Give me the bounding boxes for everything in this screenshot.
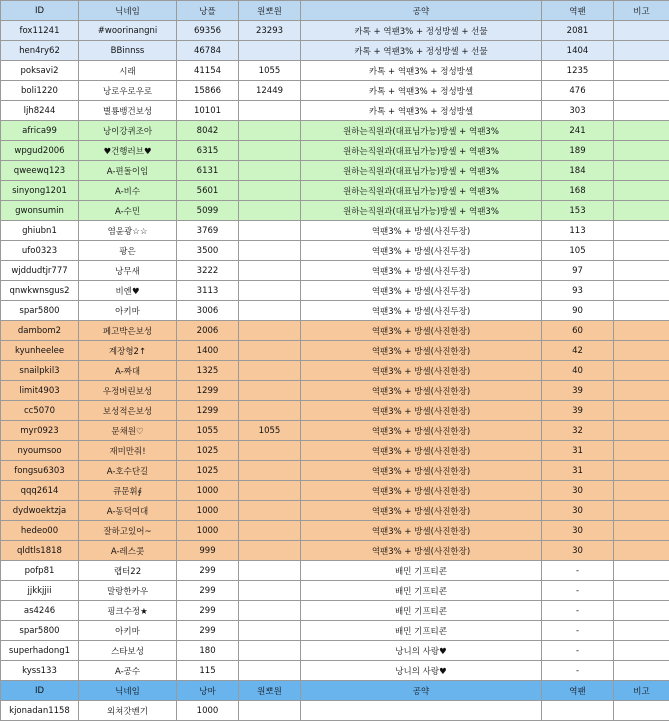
nickname-cell: A-레스콧 (79, 541, 177, 561)
pledge-cell: 카톡 + 역팬3% + 정성방셀 (301, 101, 542, 121)
nickname-cell: 잘하고있어~ (79, 521, 177, 541)
count-cell: 299 (177, 581, 239, 601)
count-cell: 41154 (177, 61, 239, 81)
table-row (1, 181, 669, 201)
id-cell: limit4903 (1, 381, 79, 401)
note-cell (614, 461, 669, 481)
week-cell: 1055 (239, 421, 301, 441)
week-cell (239, 341, 301, 361)
note-cell (614, 301, 669, 321)
count-cell: 3006 (177, 301, 239, 321)
table-row (1, 661, 669, 681)
table-row (1, 621, 669, 641)
nickname-cell: 문채원♡ (79, 421, 177, 441)
pledge-cell: 역팬3% + 방셀(사진한장) (301, 341, 542, 361)
id-cell: snailpkil3 (1, 361, 79, 381)
header-count: 낭플 (177, 1, 239, 21)
nickname-cell: A-공수 (79, 661, 177, 681)
note-cell (614, 241, 669, 261)
table-row (1, 481, 669, 501)
pledge-cell: 역팬3% + 방셀(사진한장) (301, 441, 542, 461)
fan-cell: 31 (542, 461, 614, 481)
count-cell: 299 (177, 561, 239, 581)
id-cell: hen4ry62 (1, 41, 79, 61)
table-row (1, 561, 669, 581)
week-cell: 1055 (239, 61, 301, 81)
week-cell (239, 181, 301, 201)
note-cell (614, 421, 669, 441)
table-row (1, 521, 669, 541)
note-cell (614, 141, 669, 161)
nickname-cell: 별룡뱅건보성 (79, 101, 177, 121)
note-cell (614, 161, 669, 181)
pledge-cell (301, 701, 542, 721)
week-cell (239, 561, 301, 581)
note-cell (614, 641, 669, 661)
week-cell (239, 401, 301, 421)
fan-cell: 241 (542, 121, 614, 141)
fan-cell: 93 (542, 281, 614, 301)
pledge-cell: 카톡 + 역팬3% + 정성방셀 (301, 61, 542, 81)
week-cell (239, 141, 301, 161)
id-cell: qqq2614 (1, 481, 79, 501)
id-cell: fongsu6303 (1, 461, 79, 481)
count-cell: 3222 (177, 261, 239, 281)
id-cell: qnwkwnsgus2 (1, 281, 79, 301)
week-cell (239, 241, 301, 261)
note-cell (614, 341, 669, 361)
nickname-cell: A-동덕여대 (79, 501, 177, 521)
note-cell (614, 321, 669, 341)
pledge-cell: 낭니의 사랑♥ (301, 661, 542, 681)
week-cell (239, 601, 301, 621)
week-cell (239, 201, 301, 221)
note-cell (614, 601, 669, 621)
fan-cell: - (542, 581, 614, 601)
count-cell: 10101 (177, 101, 239, 121)
id-cell: wpgud2006 (1, 141, 79, 161)
count-cell: 999 (177, 541, 239, 561)
header2-id: ID (1, 681, 79, 701)
count-cell: 69356 (177, 21, 239, 41)
pledge-cell: 역팬3% + 방셀(사진한장) (301, 501, 542, 521)
nickname-cell: 염윤광☆☆ (79, 221, 177, 241)
fan-cell: 30 (542, 521, 614, 541)
id-cell: spar5800 (1, 301, 79, 321)
note-cell (614, 201, 669, 221)
fan-cell: 39 (542, 401, 614, 421)
nickname-cell: A-편돌이임 (79, 161, 177, 181)
table-row (1, 421, 669, 441)
id-cell: superhadong1 (1, 641, 79, 661)
nickname-cell: 낭이강퀴조아 (79, 121, 177, 141)
id-cell: kyss133 (1, 661, 79, 681)
id-cell: pofp81 (1, 561, 79, 581)
nickname-cell: 외쳐갓벤기 (79, 701, 177, 721)
pledge-cell: 원하는직원과(대표님가능)방셀 + 역팬3% (301, 201, 542, 221)
count-cell: 5099 (177, 201, 239, 221)
note-cell (614, 281, 669, 301)
week-cell (239, 101, 301, 121)
count-cell: 180 (177, 641, 239, 661)
fan-cell: 184 (542, 161, 614, 181)
pledge-cell: 원하는직원과(대표님가능)방셀 + 역팬3% (301, 181, 542, 201)
note-cell (614, 61, 669, 81)
week-cell (239, 461, 301, 481)
id-cell: dambom2 (1, 321, 79, 341)
nickname-cell: 아키마 (79, 301, 177, 321)
header-note: 비고 (614, 1, 669, 21)
week-cell: 23293 (239, 21, 301, 41)
nickname-cell: #woorinangni (79, 21, 177, 41)
id-cell: ljh8244 (1, 101, 79, 121)
header2-pledge: 공약 (301, 681, 542, 701)
note-cell (614, 661, 669, 681)
pledge-cell: 역팬3% + 방셀(사진한장) (301, 321, 542, 341)
nickname-cell: 낭무새 (79, 261, 177, 281)
pledge-cell: 배민 기프티콘 (301, 621, 542, 641)
table-row (1, 241, 669, 261)
week-cell (239, 621, 301, 641)
header2-nick: 닉네임 (79, 681, 177, 701)
fan-cell: 30 (542, 501, 614, 521)
week-cell (239, 441, 301, 461)
table-row (1, 361, 669, 381)
table-row (1, 381, 669, 401)
header2-week: 원뽀원 (239, 681, 301, 701)
note-cell (614, 441, 669, 461)
nickname-cell: 페고박은보성 (79, 321, 177, 341)
pledge-cell: 배민 기프티콘 (301, 581, 542, 601)
pledge-cell: 역팬3% + 방셀(사진한장) (301, 401, 542, 421)
week-cell (239, 261, 301, 281)
table-row (1, 41, 669, 61)
id-cell: qldtls1818 (1, 541, 79, 561)
fan-cell: - (542, 601, 614, 621)
pledge-cell: 원하는직원과(대표님가능)방셀 + 역팬3% (301, 141, 542, 161)
pledge-cell: 역팬3% + 방셀(사진한장) (301, 421, 542, 441)
note-cell (614, 41, 669, 61)
note-cell (614, 541, 669, 561)
id-cell: ufo0323 (1, 241, 79, 261)
header-row (1, 1, 669, 21)
table-row (1, 261, 669, 281)
week-cell (239, 661, 301, 681)
fan-cell: - (542, 561, 614, 581)
id-cell: nyoumsoo (1, 441, 79, 461)
week-cell (239, 41, 301, 61)
week-cell (239, 281, 301, 301)
nickname-cell: 말랑한카우 (79, 581, 177, 601)
fan-cell: - (542, 661, 614, 681)
nickname-cell: 스타보성 (79, 641, 177, 661)
pledge-cell: 역팬3% + 방셀(사진한장) (301, 461, 542, 481)
count-cell: 1299 (177, 401, 239, 421)
pledge-cell: 배민 기프티콘 (301, 561, 542, 581)
count-cell: 299 (177, 621, 239, 641)
nickname-cell: A-호수단길 (79, 461, 177, 481)
table-row (1, 121, 669, 141)
note-cell (614, 521, 669, 541)
pledge-cell: 배민 기프티콘 (301, 601, 542, 621)
note-cell (614, 81, 669, 101)
fan-cell: 2081 (542, 21, 614, 41)
count-cell: 115 (177, 661, 239, 681)
table-row (1, 321, 669, 341)
table-row (1, 701, 669, 721)
table-row (1, 201, 669, 221)
week-cell (239, 581, 301, 601)
table-row (1, 301, 669, 321)
pledge-cell: 역팬3% + 방셀(사진두장) (301, 221, 542, 241)
table-row (1, 461, 669, 481)
table-row (1, 601, 669, 621)
note-cell (614, 501, 669, 521)
note-cell (614, 621, 669, 641)
pledge-cell: 역팬3% + 방셀(사진한장) (301, 541, 542, 561)
nickname-cell: BBinnss (79, 41, 177, 61)
nickname-cell: 낭로우로우로 (79, 81, 177, 101)
id-cell: gwonsumin (1, 201, 79, 221)
id-cell: wjddudtjr777 (1, 261, 79, 281)
id-cell: as4246 (1, 601, 79, 621)
table-row (1, 141, 669, 161)
pledge-cell: 역팬3% + 방셀(사진한장) (301, 481, 542, 501)
pledge-cell: 역팬3% + 방셀(사진두장) (301, 241, 542, 261)
fan-cell: 31 (542, 441, 614, 461)
fan-cell: 39 (542, 381, 614, 401)
table-row (1, 501, 669, 521)
fan-cell: 90 (542, 301, 614, 321)
table-row (1, 641, 669, 661)
week-cell (239, 161, 301, 181)
id-cell: hedeo00 (1, 521, 79, 541)
week-cell (239, 641, 301, 661)
fan-cell: 1235 (542, 61, 614, 81)
id-cell: jjkkjjii (1, 581, 79, 601)
fan-cell: 113 (542, 221, 614, 241)
pledge-cell: 카톡 + 역팬3% + 정성방셀 (301, 81, 542, 101)
table-row (1, 81, 669, 101)
fan-cell: 168 (542, 181, 614, 201)
week-cell (239, 501, 301, 521)
id-cell: myr0923 (1, 421, 79, 441)
id-cell: qweewq123 (1, 161, 79, 181)
week-cell (239, 301, 301, 321)
week-cell (239, 381, 301, 401)
pledge-cell: 카톡 + 역팬3% + 정성방셀 + 선물 (301, 41, 542, 61)
fan-cell: 105 (542, 241, 614, 261)
id-cell: fox11241 (1, 21, 79, 41)
table-row (1, 101, 669, 121)
header-pledge: 공약 (301, 1, 542, 21)
fan-cell: 1404 (542, 41, 614, 61)
nickname-cell: 재미만줘! (79, 441, 177, 461)
table-row (1, 61, 669, 81)
note-cell (614, 121, 669, 141)
count-cell: 3113 (177, 281, 239, 301)
week-cell (239, 481, 301, 501)
nickname-cell: 시래 (79, 61, 177, 81)
nickname-cell: 우정버린보성 (79, 381, 177, 401)
note-cell (614, 221, 669, 241)
id-cell: kyunheelee (1, 341, 79, 361)
count-cell: 2006 (177, 321, 239, 341)
count-cell: 1025 (177, 461, 239, 481)
id-cell: sinyong1201 (1, 181, 79, 201)
pledge-cell: 역팬3% + 방셀(사진한장) (301, 521, 542, 541)
id-cell: spar5800 (1, 621, 79, 641)
count-cell: 3769 (177, 221, 239, 241)
table-row (1, 161, 669, 181)
count-cell: 6131 (177, 161, 239, 181)
nickname-cell: 핑크수정★ (79, 601, 177, 621)
note-cell (614, 481, 669, 501)
count-cell: 1000 (177, 481, 239, 501)
header2-count: 낭마 (177, 681, 239, 701)
week-cell (239, 221, 301, 241)
count-cell: 15866 (177, 81, 239, 101)
nickname-cell: ♥건행러브♥ (79, 141, 177, 161)
nickname-cell: 비엔♥ (79, 281, 177, 301)
week-cell: 12449 (239, 81, 301, 101)
fan-cell: 60 (542, 321, 614, 341)
header2-fan: 역팬 (542, 681, 614, 701)
header-id: ID (1, 1, 79, 21)
table-row (1, 441, 669, 461)
note-cell (614, 381, 669, 401)
week-cell (239, 541, 301, 561)
count-cell: 1400 (177, 341, 239, 361)
note-cell (614, 181, 669, 201)
note-cell (614, 581, 669, 601)
fan-cell: - (542, 621, 614, 641)
fan-cell: - (542, 641, 614, 661)
fan-cell: 476 (542, 81, 614, 101)
table-row (1, 281, 669, 301)
table-row (1, 221, 669, 241)
note-cell (614, 561, 669, 581)
fan-cell (542, 701, 614, 721)
header-fan: 역팬 (542, 1, 614, 21)
fan-cell: 97 (542, 261, 614, 281)
week-cell (239, 321, 301, 341)
count-cell: 1299 (177, 381, 239, 401)
note-cell (614, 361, 669, 381)
nickname-cell: 팡은 (79, 241, 177, 261)
id-cell: cc5070 (1, 401, 79, 421)
week-cell (239, 701, 301, 721)
note-cell (614, 401, 669, 421)
count-cell: 1000 (177, 501, 239, 521)
count-cell: 5601 (177, 181, 239, 201)
id-cell: africa99 (1, 121, 79, 141)
nickname-cell: 아키마 (79, 621, 177, 641)
count-cell: 1055 (177, 421, 239, 441)
table-row (1, 581, 669, 601)
count-cell: 299 (177, 601, 239, 621)
id-cell: kjonadan1158 (1, 701, 79, 721)
count-cell: 1000 (177, 701, 239, 721)
pledge-cell: 역팬3% + 방셀(사진두장) (301, 301, 542, 321)
count-cell: 3500 (177, 241, 239, 261)
fan-cell: 189 (542, 141, 614, 161)
header2-note: 비고 (614, 681, 669, 701)
pledge-cell: 역팬3% + 방셀(사진두장) (301, 281, 542, 301)
table-row (1, 401, 669, 421)
nickname-cell: 랩터22 (79, 561, 177, 581)
id-cell: ghiubn1 (1, 221, 79, 241)
fan-cell: 30 (542, 481, 614, 501)
note-cell (614, 701, 669, 721)
fan-cell: 32 (542, 421, 614, 441)
nickname-cell: A-짜대 (79, 361, 177, 381)
nickname-cell: 계장형2↑ (79, 341, 177, 361)
nickname-cell: 큐문휘∮ (79, 481, 177, 501)
note-cell (614, 101, 669, 121)
count-cell: 46784 (177, 41, 239, 61)
count-cell: 1000 (177, 521, 239, 541)
count-cell: 6315 (177, 141, 239, 161)
id-cell: boli1220 (1, 81, 79, 101)
secondary-header-row (1, 681, 669, 701)
nickname-cell: 보성적은보성 (79, 401, 177, 421)
note-cell (614, 261, 669, 281)
header-nickname: 닉네임 (79, 1, 177, 21)
count-cell: 1325 (177, 361, 239, 381)
id-cell: poksavi2 (1, 61, 79, 81)
pledge-cell: 역팬3% + 방셀(사진한장) (301, 361, 542, 381)
pledge-cell: 카톡 + 역팬3% + 정성방셀 + 선물 (301, 21, 542, 41)
pledge-cell: 원하는직원과(대표님가능)방셀 + 역팬3% (301, 161, 542, 181)
nickname-cell: A-수민 (79, 201, 177, 221)
count-cell: 8042 (177, 121, 239, 141)
note-cell (614, 21, 669, 41)
pledge-cell: 역팬3% + 방셀(사진한장) (301, 381, 542, 401)
count-cell: 1025 (177, 441, 239, 461)
nickname-cell: A-비수 (79, 181, 177, 201)
week-cell (239, 521, 301, 541)
pledge-cell: 역팬3% + 방셀(사진두장) (301, 261, 542, 281)
fan-cell: 40 (542, 361, 614, 381)
fan-cell: 153 (542, 201, 614, 221)
pledge-cell: 낭니의 사랑♥ (301, 641, 542, 661)
table-row (1, 541, 669, 561)
table-row (1, 341, 669, 361)
fan-cell: 42 (542, 341, 614, 361)
header-week: 원뽀원 (239, 1, 301, 21)
pledge-cell: 원하는직원과(대표님가능)방셀 + 역팬3% (301, 121, 542, 141)
fan-cell: 30 (542, 541, 614, 561)
week-cell (239, 361, 301, 381)
id-cell: dydwoektzja (1, 501, 79, 521)
fan-cell: 303 (542, 101, 614, 121)
week-cell (239, 121, 301, 141)
table-row (1, 21, 669, 41)
